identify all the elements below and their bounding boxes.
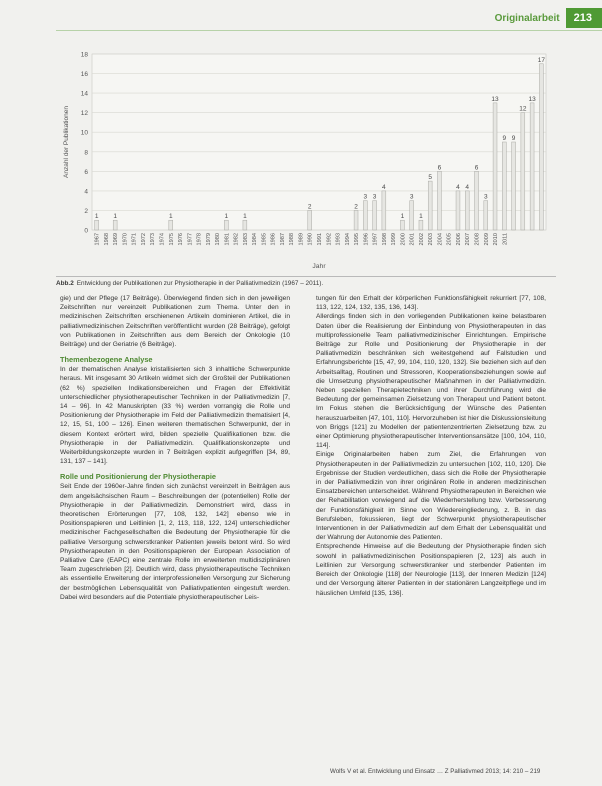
header-rule bbox=[56, 30, 602, 31]
bar bbox=[438, 171, 442, 230]
x-tick-label: 1986 bbox=[270, 233, 277, 246]
x-tick-label: 1983 bbox=[242, 233, 249, 246]
bar bbox=[502, 142, 506, 230]
x-tick-label: 1969 bbox=[113, 233, 120, 246]
bar bbox=[539, 64, 543, 230]
x-tick-label: 1998 bbox=[381, 233, 388, 246]
paragraph: Allerdings finden sich in den vorliegenden Publikationen keine belastbaren Daten über die Realisierung der Einbindung von Physiotherapeuten in das multiprofessionelle Team palliativmedizinischer Einrichtungen. Empirische Beiträge zur Rolle und Positionierung der Physiotherapie in der Palliativmedizin beschränken sich weitestgehend auf Fallstudien und Erfahrungsberichte [15, 47, 99, 104, 110, 120, 132]. Sie beziehen sich auf den Arbeitsalltag, Routinen und Stressoren, Kooperationsbeziehungen sowie auf die Umsetzung physiotherapeutischer Maßnahmen in der Palliativmedizin. Neben speziellen Therapietechniken und ihrer Durchführung wird die Bedeutung der gemeinsamen Zielsetzung von Therapeut und Patient betont. Im Fokus stehen die Berücksichtigung der Wünsche des Patienten herauszuarbeiten [47, 101, 110]. Hervorzuheben ist hier die Diskussionsleitung von Briggs [121] zu Modellen der patientenzentrierten Zielsetzung bzw. zu einer Optimierung physiotherapeutischer Interventionsansätze [100, 104, 110, 114]. bbox=[316, 313, 546, 450]
y-tick-label: 4 bbox=[84, 188, 88, 196]
x-tick-label: 2009 bbox=[483, 233, 490, 246]
x-tick-label: 2005 bbox=[446, 233, 453, 246]
x-tick-label: 1968 bbox=[103, 233, 110, 246]
x-tick-label: 1984 bbox=[252, 233, 259, 246]
x-tick-label: 1994 bbox=[344, 233, 351, 246]
x-tick-label: 2006 bbox=[455, 233, 462, 246]
figure-caption bbox=[56, 276, 556, 287]
paragraph: Einige Originalarbeiten haben zum Ziel, die Erfahrungen von Physiotherapeuten in der Palliativmedizin zu untersuchen [102, 110, 120]. Die Ergebnisse der Studien verdeutlichen, dass sich die Rolle der Physiotherapie in der Palliativmedizin von ihrer originären Rolle in anderen medizinischen Einsatzbereichen unterscheidet. Während Physiotherapeuten in Bereichen wie der Rehabilitation vorwiegend auf die Wiederherstellung bzw. Verbesserung der Funktionsfähigkeit im Sinne von Wiedereingliederung, z. B. in das Berufsleben, fokussieren, liegt der Schwerpunkt physiotherapeutischer Interventionen in der Palliativmedizin auf dem Erhalt der Lebensqualität und der Wahrung der Autonomie des Patienten. bbox=[316, 451, 546, 542]
x-axis-label: Jahr bbox=[312, 263, 326, 270]
bar-data-label: 6 bbox=[474, 164, 479, 172]
x-tick-label: 1996 bbox=[363, 233, 370, 246]
x-tick-label: 2010 bbox=[493, 233, 500, 246]
bar-data-label: 2 bbox=[307, 203, 312, 211]
x-tick-label: 1982 bbox=[233, 233, 240, 246]
bar bbox=[493, 103, 497, 230]
bar bbox=[465, 191, 469, 230]
y-tick-label: 6 bbox=[84, 168, 88, 176]
x-tick-label: 1992 bbox=[326, 233, 333, 246]
paragraph: In der thematischen Analyse kristallisierten sich 3 inhaltliche Schwerpunkte heraus. Mit insgesamt 30 Artikeln widmet sich der Großteil der Publikationen (62 %) speziellen Indikationsbereichen und Fragen der Effektivität unterschiedlicher physiotherapeutischer Techniken in der Palliativmedizin [7, 14 – 96]. In 42 Manuskripten (33 %) werden vorrangig die Rolle und Positionierung der Physiotherapie im Feld der Palliativmedizin thematisiert [4, 12, 15, 51, 100 – 126]. Einen weiteren thematischen Schwerpunkt, der in diesem Kontext erörtert wird, bilden spezielle Qualifikationen bzw. die Physiotherapie in der Palliativmedizin. Qualifikationskonzepte und Weiterbildungskonzepte wurden in 7 Beiträgen explizit aufgegriffen [34, 89, 131, 137 – 141]. bbox=[60, 366, 290, 466]
bar bbox=[530, 103, 534, 230]
paragraph: Seit Ende der 1960er-Jahre finden sich zunächst vereinzelt in Beiträgen aus dem angelsächsischen Raum – Beschreibungen der (potentiellen) Rolle der Physiotherapie in der Palliativmedizin. Demonstriert wird, dass in theoretischen Erörterungen [77, 108, 132, 142] ebenso wie in Positionspapieren und Leitlinien [1, 2, 113, 118, 122, 124] unterschiedlicher medizinischer Fachgesellschaften die Bedeutung der Physiotherapie für die palliative Versorgung schwerstkranker Patienten jeweils betont wird. So wird Physiotherapeuten in den Positionspapieren der European Association of Palliative Care (EAPC) eine zentrale Rolle im erweiterten multidisziplinären Team zugeschrieben [2]. Deutlich wird, dass physiotherapeutische Techniken als essentielle Erweiterung der interprofessionellen Versorgung zur Sicherung der bestmöglichen Lebensqualität von Palliativpatienten eingestuft werden. Dabei wird besonders auf die Potentiale physiotherapeutischer Leis- bbox=[60, 483, 290, 601]
section-heading: Rolle und Positionierung der Physiotherapie bbox=[60, 472, 217, 482]
x-tick-label: 1970 bbox=[122, 233, 129, 246]
right-text-column bbox=[316, 294, 546, 598]
x-tick-label: 2007 bbox=[465, 233, 472, 246]
x-tick-label: 1991 bbox=[317, 233, 323, 246]
bar-data-label: 5 bbox=[428, 174, 432, 182]
x-tick-label: 1971 bbox=[131, 233, 138, 246]
x-tick-label: 1995 bbox=[354, 233, 361, 246]
bar-data-label: 4 bbox=[456, 183, 460, 191]
paragraph: gie) und der Pflege (17 Beiträge). Überwiegend finden sich in den jeweiligen Zeitschriften nur vereinzelt Publikationen zum Thema. Unter den in medizinischen Zeitschriften erschienenen Artikeln dominieren Artikel, die in palliativmedizinischen Zeitschriften veröffentlicht wurden (28 Beiträge), gefolgt von Publikationen in Zeitschriften aus dem Bereich der Onkologie (10 Beiträge) und der Geriatrie (6 Beiträge). bbox=[60, 295, 290, 349]
caption-label: Abb.2 bbox=[56, 280, 74, 287]
bar-data-label: 1 bbox=[94, 213, 99, 221]
bar-data-label: 17 bbox=[537, 56, 545, 64]
bar bbox=[475, 171, 479, 230]
bar-data-label: 4 bbox=[382, 183, 386, 191]
bar bbox=[484, 201, 488, 230]
y-tick-label: 2 bbox=[84, 207, 88, 215]
bar-data-label: 6 bbox=[437, 164, 442, 172]
x-tick-label: 1975 bbox=[168, 233, 175, 246]
bar-data-label: 1 bbox=[400, 213, 405, 221]
bar-data-label: 1 bbox=[224, 213, 229, 221]
x-tick-label: 2002 bbox=[418, 233, 425, 246]
x-tick-label: 1978 bbox=[196, 233, 203, 246]
page-header bbox=[495, 8, 602, 28]
y-tick-label: 14 bbox=[80, 90, 88, 98]
bar-data-label: 3 bbox=[363, 193, 368, 201]
bar bbox=[354, 210, 358, 230]
bar-data-label: 1 bbox=[419, 213, 423, 221]
x-tick-label: 2008 bbox=[474, 233, 481, 246]
x-tick-label: 2011 bbox=[502, 233, 509, 246]
bar bbox=[419, 220, 423, 230]
bar-data-label: 13 bbox=[528, 95, 536, 103]
bar-data-label: 3 bbox=[372, 193, 377, 201]
paragraph: Entsprechende Hinweise auf die Bedeutung der Physiotherapie finden sich sowohl in palliativmedizinischen Positionspapieren [2, 123] als auch in Leitlinien zur Versorgung schwerstkranker und sterbender Patienten im Bereich der Onkologie [118] der Neurologie [113], der Inneren Medizin [124] und der Versorgung älterer Patienten in der stationären Langzeitpflege und im häuslichen Umfeld [135, 136]. bbox=[316, 543, 546, 597]
bar-data-label: 13 bbox=[491, 95, 499, 103]
bar bbox=[400, 220, 404, 230]
x-tick-label: 1985 bbox=[261, 233, 268, 246]
x-tick-label: 1999 bbox=[391, 233, 398, 246]
bar-data-label: 9 bbox=[511, 135, 516, 142]
x-tick-label: 1980 bbox=[215, 233, 222, 246]
x-tick-label: 1981 bbox=[224, 233, 231, 246]
y-tick-label: 18 bbox=[80, 51, 88, 59]
y-tick-label: 8 bbox=[84, 149, 88, 157]
publications-bar-chart bbox=[56, 48, 556, 272]
x-tick-label: 1972 bbox=[140, 233, 147, 246]
y-tick-label: 0 bbox=[84, 227, 88, 235]
bar bbox=[95, 220, 99, 230]
bar bbox=[373, 201, 377, 230]
x-tick-label: 1977 bbox=[187, 233, 194, 246]
y-tick-label: 10 bbox=[80, 129, 88, 137]
bar-data-label: 1 bbox=[243, 213, 247, 221]
section-heading: Themenbezogene Analyse bbox=[60, 355, 153, 365]
bar-data-label: 3 bbox=[409, 193, 414, 201]
bar bbox=[410, 201, 414, 230]
y-tick-label: 16 bbox=[80, 71, 88, 79]
bar-data-label: 9 bbox=[502, 135, 507, 142]
bar bbox=[512, 142, 516, 230]
bar-data-label: 4 bbox=[465, 183, 470, 191]
bar-data-label: 2 bbox=[354, 203, 358, 211]
caption-text: Entwicklung der Publikationen zur Physiotherapie in der Palliativmedizin (1967 – 2011). bbox=[76, 280, 324, 287]
page-footer: Wolfs V et al. Entwicklung und Einsatz … Z Palliativmed 2013; 14: 210 – 219 bbox=[330, 768, 541, 775]
bar-data-label: 1 bbox=[113, 213, 117, 221]
paragraph: tungen für den Erhalt der körperlichen Funktionsfähigkeit rekurriert [77, 108, 113, 122, 124, 132, 135, 136, 143]. bbox=[316, 295, 546, 312]
x-tick-label: 1974 bbox=[159, 233, 166, 246]
x-tick-label: 2004 bbox=[437, 233, 444, 246]
x-tick-label: 1979 bbox=[205, 233, 212, 246]
bar bbox=[428, 181, 432, 230]
bar-data-label: 1 bbox=[168, 213, 173, 221]
bar bbox=[113, 220, 117, 230]
x-tick-label: 1988 bbox=[289, 233, 296, 246]
section-label: Originalarbeit bbox=[494, 12, 560, 24]
x-tick-label: 1993 bbox=[335, 233, 342, 246]
x-tick-label: 1987 bbox=[279, 233, 286, 246]
x-tick-label: 1967 bbox=[94, 233, 101, 246]
x-tick-label: 1976 bbox=[178, 233, 185, 246]
y-axis-label: Anzahl der Publikationen bbox=[63, 106, 70, 178]
bar bbox=[382, 191, 386, 230]
x-tick-label: 1990 bbox=[307, 232, 314, 246]
bar bbox=[224, 220, 228, 230]
bar bbox=[521, 113, 525, 230]
x-tick-label: 1973 bbox=[150, 233, 157, 246]
x-tick-label: 2000 bbox=[400, 233, 407, 246]
bar bbox=[308, 210, 312, 230]
x-tick-label: 2003 bbox=[428, 233, 435, 246]
x-tick-label: 1997 bbox=[372, 233, 379, 246]
x-tick-label: 2001 bbox=[409, 233, 416, 246]
bar-data-label: 12 bbox=[519, 105, 527, 113]
bar bbox=[363, 201, 367, 230]
x-tick-label: 1989 bbox=[298, 233, 305, 246]
bar bbox=[243, 220, 247, 230]
bar bbox=[456, 191, 460, 230]
bar bbox=[169, 220, 173, 230]
y-tick-label: 12 bbox=[80, 110, 88, 118]
bar-data-label: 3 bbox=[483, 193, 488, 201]
left-text-column bbox=[60, 294, 290, 602]
page-number-badge: 213 bbox=[566, 8, 602, 28]
